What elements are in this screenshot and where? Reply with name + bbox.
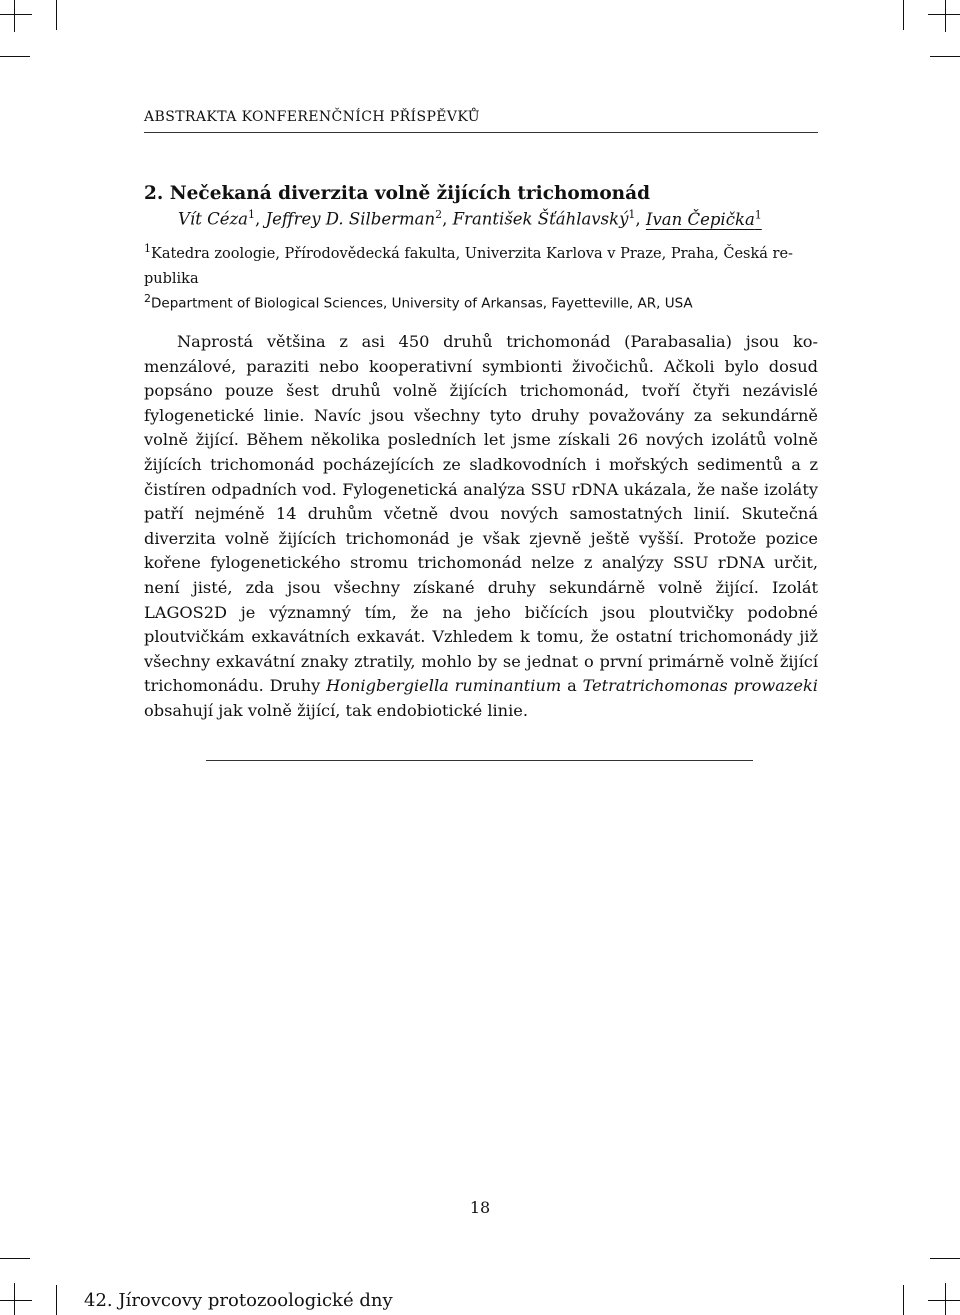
crop-mark-br-h2 — [928, 1300, 960, 1301]
species-name: Honigbergiella ruminantium — [326, 676, 562, 696]
crop-mark-tl-v2 — [56, 0, 57, 30]
crop-mark-bl-v2 — [14, 1283, 15, 1315]
author-name: Ivan Čepička — [645, 209, 755, 229]
author-name: Vít Céza — [178, 209, 248, 229]
abstract-text-conj: a — [561, 676, 583, 696]
crop-mark-tr-h — [928, 14, 960, 15]
author-affil-ref: 1 — [628, 208, 636, 221]
crop-mark-bl-v — [56, 1285, 57, 1315]
crop-mark-tr-v — [945, 0, 946, 32]
article-title: 2. Nečekaná diverzita volně žijících trichomonád — [144, 183, 651, 204]
footer-label: 42. Jírovcovy protozoologické dny — [84, 1290, 393, 1311]
author-name: František Šťáhlavský — [452, 209, 629, 229]
separator-rule — [206, 760, 753, 761]
author-affil-ref: 2 — [435, 208, 443, 221]
running-head: ABSTRAKTA KONFERENČNÍCH PŘÍSPĚVKŮ — [144, 109, 480, 125]
crop-mark-br-v2 — [945, 1283, 946, 1315]
presenting-author — [646, 210, 762, 229]
affiliation-1 — [144, 236, 818, 292]
crop-mark-tl-h2 — [0, 56, 30, 57]
affiliation-2 — [144, 286, 818, 317]
author-affil-ref: 1 — [248, 208, 255, 221]
crop-mark-tl-v — [14, 0, 15, 32]
crop-mark-bl-h2 — [0, 1300, 32, 1301]
crop-mark-br-h — [930, 1258, 960, 1259]
affiliation-text: Department of Biological Sciences, University of Arkansas, Fayetteville, AR, USA — [151, 295, 693, 312]
crop-mark-tr-v2 — [903, 0, 904, 30]
abstract-text: Naprostá většina z asi 450 druhů trichomonád (Parabasalia) jsou komenzálové, paraziti nebo kooperativní symbionti živočichů. Ačkoli bylo dosud popsáno pouze šest druhů volně žijících trichomonád, tvoří čtyři nezávislé fylogenetické linie. Navíc jsou všechny tyto druhy považovány za sekundárně volně žijící. Během několika posledních let jsme získali 26 nových izolátů volně žijících trichomonád pocházejících ze sladkovodních i mořských sedimentů a z čistíren odpadních vod. Fylogenetická analýza SSU rDNA ukázala, že naše izoláty patří nejméně 14 druhům včetně dvou nových samostatných linií. Skutečná diverzita volně žijících trichomonád je však zjevně ještě vyšší. Protože pozice kořene fylogenetického stromu trichomonád nelze z analýzy SSU rDNA určit, není jisté, zda jsou všechny získané druhy sekundárně volně žijící. Izolát LAGOS2D je významný tím, že na jeho bičících jsou ploutvičky podobné ploutvičkám exkavátních exkavát. Vzhledem k tomu, že ostatní trichomonády již všechny exkavátní znaky ztratily, mohlo by se jednat o první primárně volně žijící trichomonádu. Druhy — [144, 332, 818, 696]
crop-mark-tl-h — [0, 14, 32, 15]
page-number: 18 — [469, 1198, 491, 1217]
author-affil-ref: 1 — [754, 208, 762, 221]
author-name: Jeffrey D. Silberman — [265, 209, 436, 229]
affiliation-number: 1 — [144, 242, 151, 255]
crop-mark-tr-h2 — [930, 56, 960, 57]
affiliation-text-cont: publika — [144, 270, 199, 287]
header-rule — [144, 132, 818, 133]
crop-mark-br-v — [903, 1285, 904, 1315]
species-name: Tetratrichomonas prowazeki — [582, 676, 818, 696]
abstract-text-end: obsahují jak volně žijící, tak endobiotické linie. — [144, 700, 529, 720]
abstract-body — [144, 330, 818, 724]
affiliation-text: Katedra zoologie, Přírodovědecká fakulta, Univerzita Karlova v Praze, Praha, Česká re- — [151, 245, 793, 262]
affiliation-number: 2 — [144, 292, 151, 305]
author-list: Vít Céza$^1$, Jeffrey D. Silberman$^2$, František Šťáhlavský$^1$, Ivan Čepička$^1$ — [178, 208, 762, 229]
crop-mark-bl-h — [0, 1258, 30, 1259]
